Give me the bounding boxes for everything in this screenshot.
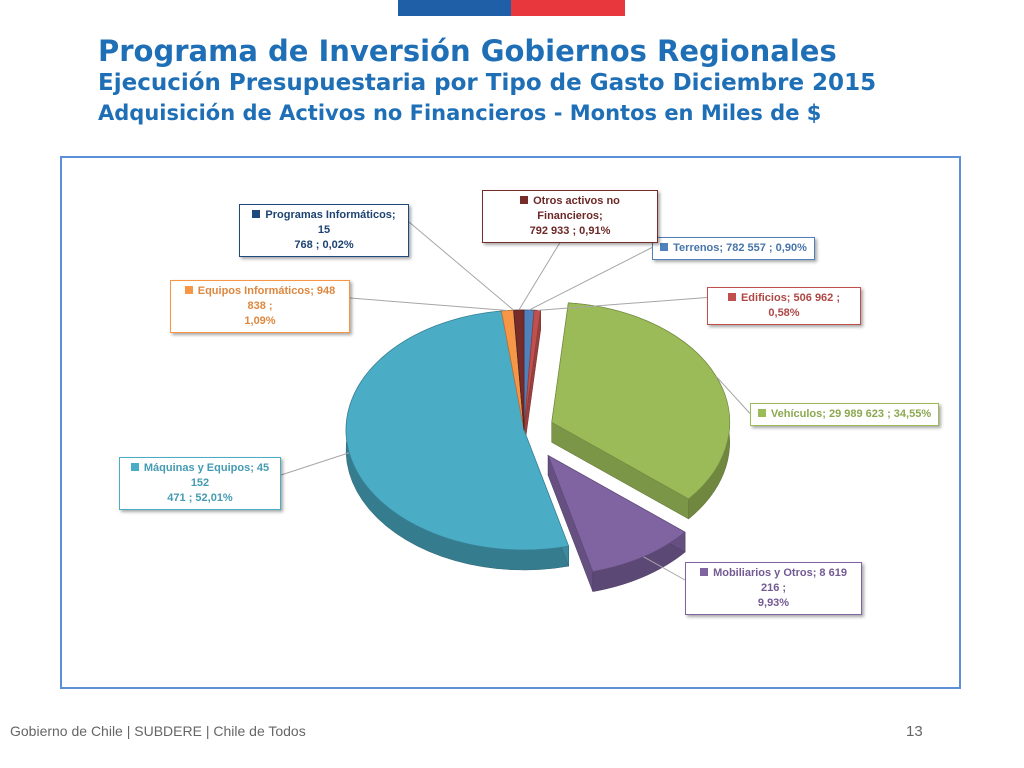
data-label-text2-otros-activos-no-financieros: 792 933 ; 0,91% (529, 225, 611, 237)
legend-swatch-vehiculos (758, 409, 766, 417)
data-label-text-programas-informaticos: Programas Informáticos; 15 (265, 209, 396, 236)
data-label-text2-maquinas-y-equipos: 471 ; 52,01% (167, 492, 233, 504)
flag-red-bar (511, 0, 625, 16)
legend-swatch-edificios (728, 293, 736, 301)
page-subtitle-2: Adquisición de Activos no Financieros - Montos en Miles de $ (98, 101, 822, 125)
data-label-text-vehiculos: Vehículos; 29 989 623 ; 34,55% (770, 408, 932, 420)
data-label-vehiculos (750, 403, 939, 426)
legend-swatch-programas-informaticos (252, 210, 260, 218)
flag-blue-bar (398, 0, 511, 16)
legend-swatch-mobiliarios-y-otros (700, 568, 708, 576)
data-label-maquinas-y-equipos (119, 457, 281, 510)
page-title: Programa de Inversión Gobiernos Regionales (98, 34, 837, 68)
data-label-text-equipos-informaticos: Equipos Informáticos; 948 838 ; (197, 285, 336, 312)
data-label-text-maquinas-y-equipos: Máquinas y Equipos; 45 152 (143, 462, 270, 489)
legend-swatch-otros-activos-no-financieros (520, 196, 528, 204)
data-label-text-terrenos: Terrenos; 782 557 ; 0,90% (673, 242, 807, 254)
leader-line-equipos-informaticos (350, 298, 507, 311)
legend-swatch-equipos-informaticos (185, 286, 193, 294)
data-label-mobiliarios-y-otros (685, 562, 862, 615)
title-block (98, 34, 876, 128)
data-label-programas-informaticos (239, 204, 409, 257)
data-label-text2-mobiliarios-y-otros: 9,93% (757, 597, 790, 609)
footer-text: Gobierno de Chile | SUBDERE | Chile de Todos (10, 723, 306, 739)
data-label-terrenos (652, 237, 815, 260)
legend-swatch-terrenos (660, 243, 668, 251)
leader-line-edificios (537, 298, 707, 311)
data-label-equipos-informaticos (170, 280, 350, 333)
data-label-text2-equipos-informaticos: 1,09% (244, 315, 276, 327)
slice-vehiculos (552, 303, 730, 499)
legend-swatch-maquinas-y-equipos (131, 463, 139, 471)
chart-frame (60, 156, 961, 689)
leader-line-terrenos (529, 248, 652, 311)
page-number: 13 (906, 723, 923, 740)
data-label-text2-programas-informaticos: 768 ; 0,02% (294, 239, 354, 251)
data-label-edificios (707, 287, 861, 325)
data-label-otros-activos-no-financieros (482, 190, 658, 243)
leader-line-maquinas-y-equipos (281, 453, 349, 475)
page-subtitle: Ejecución Presupuestaria por Tipo de Gasto Diciembre 2015 (98, 70, 877, 96)
data-label-text-otros-activos-no-financieros: Otros activos no Financieros; (533, 195, 620, 222)
data-label-text-edificios: Edificios; 506 962 ; 0,58% (740, 292, 841, 319)
data-label-text-mobiliarios-y-otros: Mobiliarios y Otros; 8 619 216 ; (713, 567, 847, 594)
